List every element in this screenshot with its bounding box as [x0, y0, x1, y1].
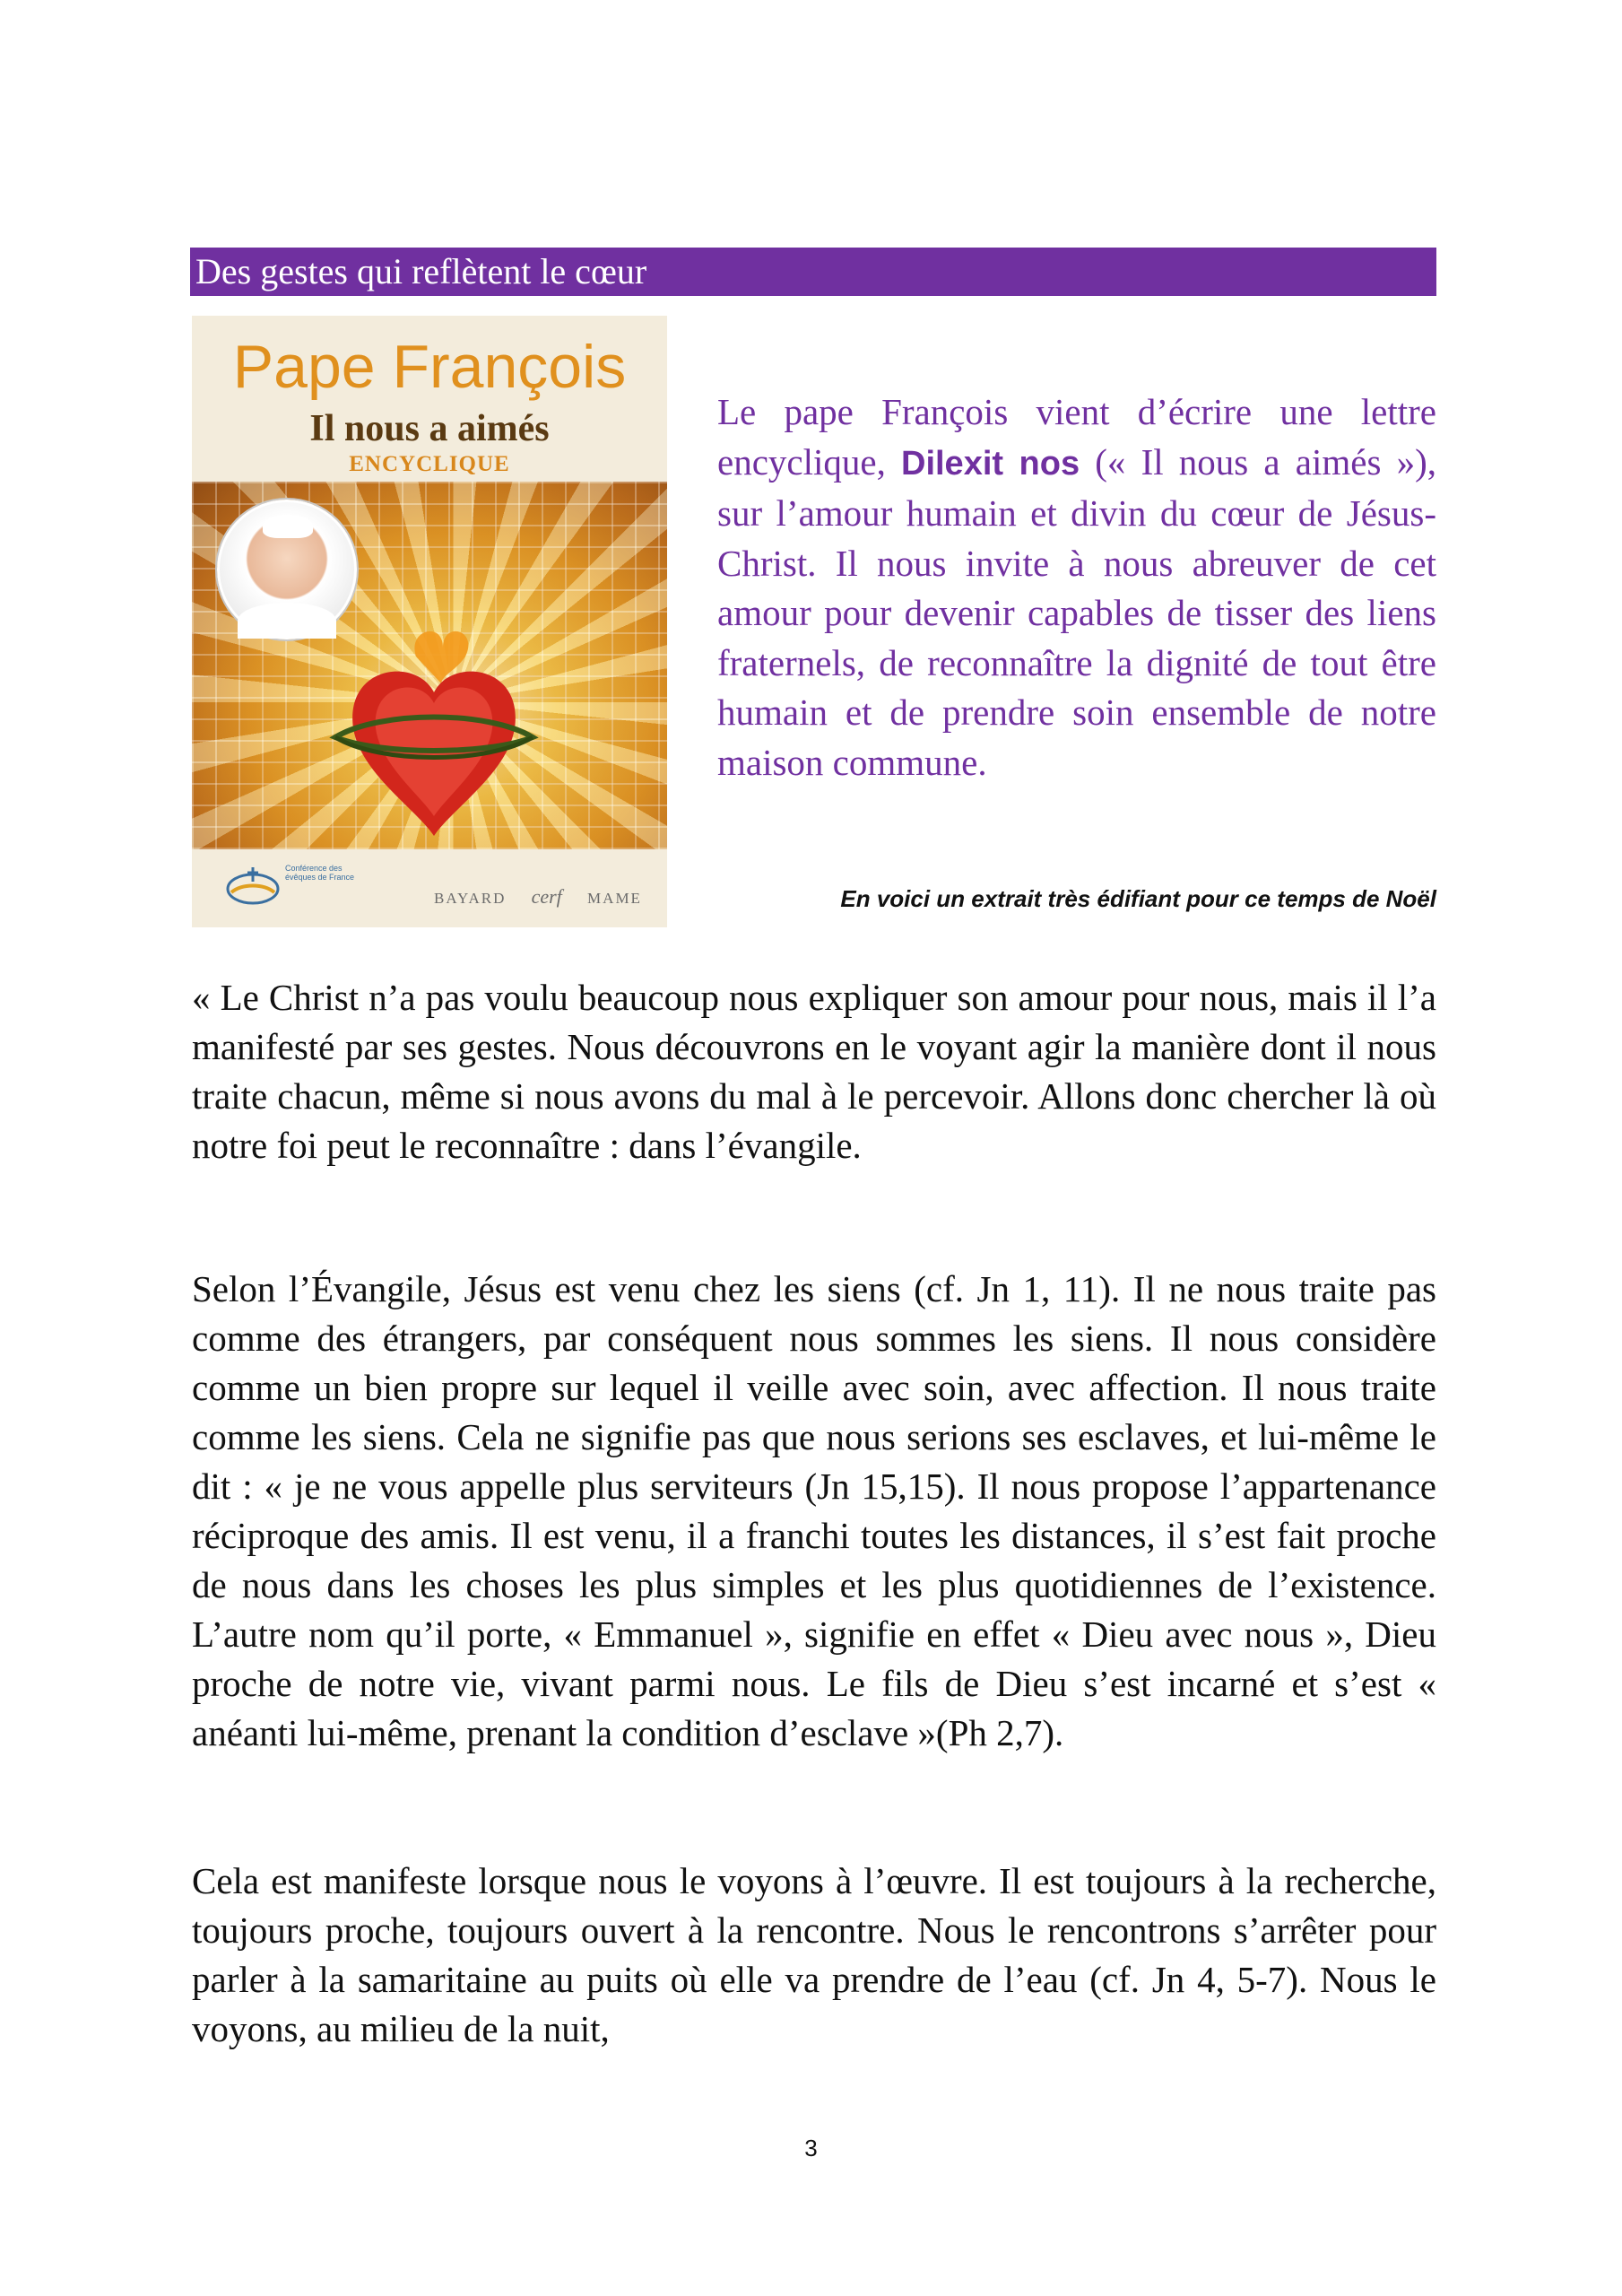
pope-portrait: [217, 500, 357, 639]
publisher-cerf: cerf: [531, 885, 562, 908]
publisher-logos: [434, 885, 662, 909]
encyclical-name: Dilexit nos: [901, 444, 1080, 483]
section-header: Des gestes qui reflètent le cœur: [190, 248, 1436, 296]
body-paragraph-2: Selon l’Évangile, Jésus est venu chez les siens (cf. Jn 1, 11). Il ne nous traite pas comme des étrangers, par conséquent nous sommes les siens. Il nous considère comme un bien propre sur lequel il veille avec soin, avec affection. Il nous traite comme les siens. Cela ne signifie pas que nous serions ses esclaves, et lui-même le dit : « je ne vous appelle plus serviteurs (Jn 15,15). Il nous propose l’appartenance réciproque des amis. Il est venu, il a franchi toutes les distances, il s’est fait proche de nous dans les choses les plus simples et les plus quotidiennes de l’existence. L’autre nom qu’il porte, « Emmanuel », signifie en effet « Dieu avec nous », Dieu proche de notre vie, vivant parmi nous. Le fils de Dieu s’est incarné et s’est « anéanti lui-même, prenant la condition d’esclave »(Ph 2,7).: [192, 1268, 1436, 1753]
cover-title: Il nous a aimés: [309, 408, 550, 449]
cover-author: Pape François: [232, 333, 627, 401]
publisher-mame: MAME: [587, 890, 642, 907]
intro-text-before: Le pape François vient d’écrire une lettre encyclique,: [717, 391, 1436, 483]
cover-kind: ENCYCLIQUE: [349, 452, 510, 476]
publisher-bayard: BAYARD: [434, 890, 507, 907]
intro-paragraph: [717, 387, 1436, 787]
page-number: 3: [804, 2135, 818, 2161]
skullcap-shape: [263, 515, 313, 538]
sacred-heart-icon: [308, 621, 559, 854]
intro-text-after: (« Il nous a aimés »), sur l’amour humain et divin du cœur de Jésus-Christ. Il nous invite à nous abreuver de cet amour pour devenir capables de tisser des liens fraternels, de reconnaître la dignité de tout être humain et de prendre soin ensemble de notre maison commune.: [717, 440, 1436, 783]
body-paragraph-3: Cela est manifeste lorsque nous le voyons à l’œuvre. Il est toujours à la recherche, toujours proche, toujours ouvert à la rencontre. Nous le rencontrons s’arrêter pour parler à la samaritaine au puits où elle va prendre de l’eau (cf. Jn 4, 5-7). Nous le voyons, au milieu de la nuit,: [192, 1860, 1436, 2049]
extract-note: En voici un extrait très édifiant pour ce temps de Noël: [840, 885, 1436, 912]
cover-footer: [192, 849, 667, 927]
book-cover-image: [192, 316, 667, 927]
cef-label: Conférence des évêques de France: [285, 864, 355, 882]
body-paragraph-1: « Le Christ n’a pas voulu beaucoup nous expliquer son amour pour nous, mais il l’a manifesté par ses gestes. Nous découvrons en le voyant agir la manière dont il nous traite chacun, même si nous avons du mal à le percevoir. Allons donc chercher là où notre foi peut le reconnaître : dans l’évangile.: [192, 977, 1436, 1166]
cef-logo-icon: [224, 865, 282, 907]
